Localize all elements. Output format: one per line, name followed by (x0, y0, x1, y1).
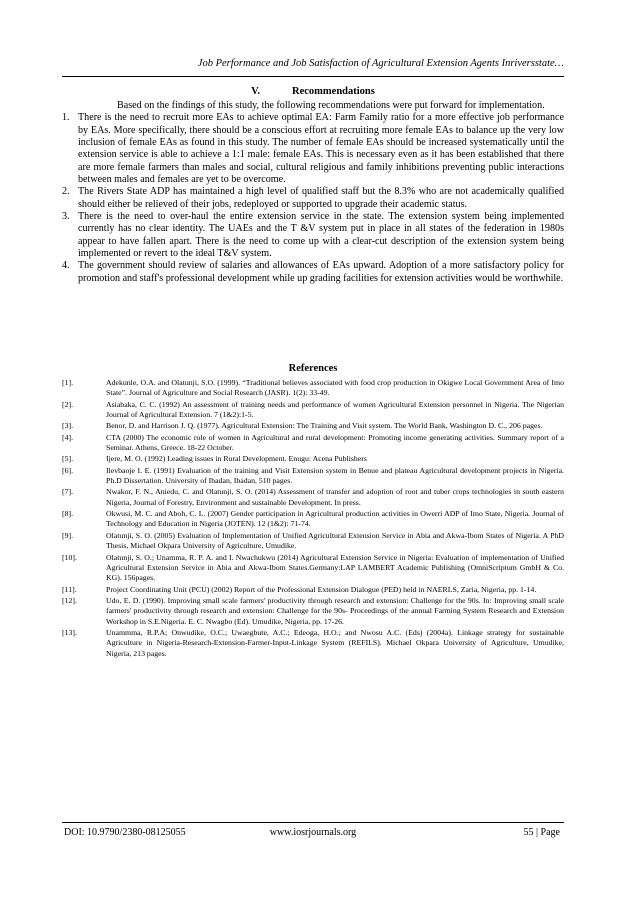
running-header: Job Performance and Job Satisfaction of Agricultural Extension Agents Inriversstate… (197, 58, 564, 69)
recommendation-text: The government should review of salaries and allowances of EAs upward. Adoption of a more satisfactory policy for promotion and staff's professional development while up grading facilities for extension activities would be worthwhile. (78, 260, 564, 284)
recommendations-body (62, 100, 564, 285)
reference-text: Unammma, R.P.A; Onwudike, O.C.; Uwaegbute, A.C.; Edeoga, H.O.; and Nwosu A.C. (Eds) (2004a). Linkage strategy for sustainable Agriculture in Nigeria-Research-Extension-Farmer-Input-Linkage System (REFILS). Michael Okpara University of Agriculture, Umudike, Nigeria, 213 pages. (106, 627, 564, 658)
reference-item (62, 596, 564, 627)
header-divider (62, 76, 564, 77)
reference-item (62, 466, 564, 487)
reference-number: [13]. (62, 627, 77, 637)
section-title: Recommendations (292, 86, 375, 97)
recommendation-number: 4. (62, 260, 70, 272)
reference-text: Ijere, M. O. (1992) Leading issues in Rural Development. Enugu: Acena Publishers (106, 454, 367, 464)
recommendation-text: There is the need to over-haul the entire extension service in the state. The extension system being implemented currently has no clear identity. The UAEs and the T &V system put in place in all states of the federation in 1980s appear to have fallen apart. There is the need to come up with a clear-cut description of the extension system being implemented or revert to the ideal T&V system. (78, 211, 564, 260)
reference-number: [7]. (62, 487, 74, 497)
recommendation-number: 2. (62, 186, 70, 198)
references-heading: References (288, 363, 338, 374)
section-heading (62, 86, 564, 97)
reference-text: CTA (2000) The economic role of women in Agricultural and rural development: Promoting income generating activities. Summary report of a Seminar. Athens, Greece. 18-22 October. (106, 432, 564, 453)
reference-number: [8]. (62, 509, 74, 519)
recommendation-item (62, 211, 564, 260)
reference-item (62, 400, 564, 421)
section-number: V. (251, 86, 261, 97)
reference-item (62, 421, 564, 431)
reference-text: Udo, E. D. (1990). Improving small scale farmers' productivity through research and extension: Challenge for the 90s. In: Improving small scale farmers' productivity through research and extension: Challenge for the 90s- Proceedings of the annual Farming System Research and Extension Workshop in S.E.Nigeria. E. C. Nwagbo (Ed). Umudike, Nigeria, pp. 17-26. (106, 595, 564, 626)
reference-text: Ilevbaoje I. E. (1991) Evaluation of the training and Visit Extension system in Benue and plateau Agricultural development projects in Nigeria. Ph.D Dissertation. University of Ibadan, Ibadan, 510 pages. (106, 465, 564, 486)
reference-number: [11]. (62, 584, 77, 594)
reference-number: [10]. (62, 552, 77, 562)
reference-item (62, 454, 564, 464)
reference-item (62, 378, 564, 399)
reference-text: Benor, D. and Harrison J. Q. (1977). Agricultural Extension: The Training and Visit system. The World Bank, Washington D. C., 206 pages. (106, 421, 543, 431)
reference-text: Olatunji, S. O.; Unamma, R. P. A. and I. Nwachukwu (2014) Agricultural Extension Service in Nigeria: Evaluation of implementation of Unified Agricultural Extension Service in Abia and Akwa-Ibom States.Germany:LAP LAMBERT Academic Publishing (OmniScriptum GmbH & Co. KG). 156pages. (106, 552, 564, 583)
reference-text: Nwakor, F. N., Aniedu, C. and Olatunji, S. O. (2014) Assessment of transfer and adoption of root and tuber crops technologies in south eastern Nigeria, Journal of Forestry, Environment and sustainable Development. In press. (106, 487, 564, 507)
reference-item (62, 487, 564, 508)
recommendation-number: 3. (62, 211, 70, 223)
reference-item (62, 433, 564, 454)
reference-text: Okwusi, M. C. and Aboh, C. L. (2007) Gender participation in Agricultural production activities in Owerri ADP of Imo State, Nigeria. Journal of Technology and Education in Nigeria (JOTEN). 12 (1&2): 71-74. (106, 509, 564, 529)
reference-number: [9]. (62, 530, 74, 540)
references-list (62, 378, 564, 660)
reference-number: [4]. (62, 432, 74, 442)
reference-number: [1]. (62, 378, 74, 387)
recommendation-item (62, 260, 564, 285)
reference-text: Adekunle, O.A. and Olatunji, S.O. (1999). “Traditional believes associated with food crop production in Okigwe Local Government Area of Imo State”. Journal of Agriculture and Social Research (JASR). 1(2): 33-49. (106, 378, 564, 398)
footer-website: www.iosrjournals.org (269, 827, 357, 838)
recommendation-item (62, 186, 564, 211)
reference-number: [12]. (62, 595, 77, 605)
footer-divider (62, 822, 564, 823)
reference-item (62, 509, 564, 530)
recommendation-number: 1. (62, 112, 70, 124)
reference-number: [3]. (62, 421, 74, 431)
reference-item (62, 585, 564, 595)
reference-text: Asiabaka, C. C. (1992) An assessment of training needs and performance of women Agricultural Extension personnel in Nigeria. The Nigerian Journal of Agricultural Extension. 7 (1&2):1-5. (106, 399, 564, 420)
reference-text: Olatunji, S. O. (2005) Evaluation of Implementation of Unified Agricultural Extension Service in Abia and Akwa-Ibom States of Nigeria. A PhD Thesis, Michael Okpara University of Agriculture, Umudike. (106, 530, 564, 551)
reference-number: [5]. (62, 454, 74, 464)
reference-item (62, 531, 564, 552)
recommendations-list (62, 112, 564, 285)
reference-text: Project Coordinating Unit (PCU) (2002) Report of the Professional Extension Dialogue (PED) held in NAERLS, Zaria, Nigeria, pp. 1-14. (106, 584, 537, 594)
document-page (62, 0, 564, 902)
reference-item (62, 553, 564, 584)
reference-number: [6]. (62, 465, 74, 475)
reference-item (62, 628, 564, 659)
recommendations-intro: Based on the findings of this study, the following recommendations were put forward for implementation. (117, 100, 545, 111)
footer-doi: DOI: 10.9790/2380-08125055 (64, 827, 186, 838)
footer-page-number: 55 | Page (523, 827, 560, 838)
recommendation-text: There is the need to recruit more EAs to achieve optimal EA: Farm Family ratio for a more effective job performance by EAs. More specifically, there should be a conscious effort at recruiting more female EAs to balance up the very low inclusion of female EAs as found in this study. The number of female EAs should be increased systematically until the extension service is able to achieve a 1:1 male: female EAs. This is necessary even as it has been established that there are more female farmers than males and social, cultural religious and family inhibitions preventing public interactions between males and females are yet to be overcome. (78, 112, 564, 186)
recommendation-text: The Rivers State ADP has maintained a high level of qualified staff but the 8.3% who are not academically qualified should either be relieved of their jobs, redeployed or supported to upgrade their academic status. (78, 186, 564, 210)
reference-number: [2]. (62, 399, 74, 409)
recommendation-item (62, 112, 564, 186)
